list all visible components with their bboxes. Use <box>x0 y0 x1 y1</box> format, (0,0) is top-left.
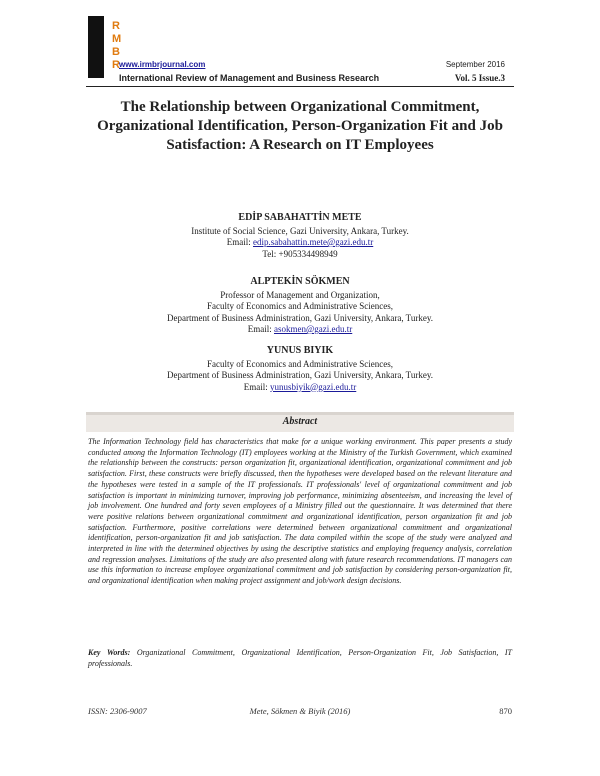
author-email-line <box>80 237 520 249</box>
issue-date: September 2016 <box>445 60 505 69</box>
author-block-1 <box>80 212 520 260</box>
author-name: YUNUS BIYIK <box>266 345 334 356</box>
journal-name: International Review of Management and Business Research <box>119 73 380 83</box>
abstract-heading: Abstract <box>282 416 318 427</box>
logo-letter: B <box>112 46 120 58</box>
keywords <box>88 648 512 669</box>
keywords-text: Organizational Commitment, Organizational Identification, Person-Organization Fit, Job Satisfaction, IT professionals. <box>88 648 512 668</box>
footer-issn: ISSN: 2306-9007 <box>88 706 147 716</box>
email-label: Email: <box>243 381 268 392</box>
author-email-link[interactable]: edip.sabahattin.mete@gazi.edu.tr <box>253 237 374 247</box>
journal-logo-bar <box>88 16 104 78</box>
volume-issue: Vol. 5 Issue.3 <box>454 73 505 83</box>
header-divider <box>86 86 514 87</box>
author-affiliation: Department of Business Administration, Gazi University, Ankara, Turkey. <box>166 312 434 323</box>
author-email-link[interactable]: asokmen@gazi.edu.tr <box>273 324 353 334</box>
logo-letter: R <box>112 59 120 71</box>
logo-letter: M <box>112 33 122 45</box>
author-affiliation: Department of Business Administration, Gazi University, Ankara, Turkey. <box>166 370 434 380</box>
author-email-line <box>80 382 520 394</box>
author-name: EDİP SABAHATTİN METE <box>238 212 362 223</box>
logo-letter: R <box>112 20 120 32</box>
author-email-line <box>80 324 520 336</box>
journal-website-link[interactable]: www.irmbrjournal.com <box>119 60 206 69</box>
keywords-label: Key Words: <box>88 648 131 657</box>
author-affiliation: Faculty of Economics and Administrative Sciences, <box>207 301 393 311</box>
page-number: 870 <box>499 706 512 716</box>
footer-citation: Mete, Sökmen & Biyik (2016) <box>249 706 351 716</box>
author-block-2 <box>80 276 520 336</box>
author-affiliation: Professor of Management and Organization, <box>220 289 380 300</box>
author-tel: Tel: +905334498949 <box>262 248 338 259</box>
email-label: Email: <box>247 324 272 334</box>
email-label: Email: <box>226 237 251 247</box>
author-affiliation: Institute of Social Science, Gazi University, Ankara, Turkey. <box>191 225 409 236</box>
author-affiliation: Faculty of Economics and Administrative Sciences, <box>207 358 393 369</box>
author-block-3 <box>80 345 520 393</box>
abstract-body: The Information Technology field has characteristics that make for a unique working environment. This paper presents a study conducted among the Information Technology (IT) employees working at the Ministry of the Turkish Government, which examined the relationship between the constructs: person organization fit, organizational identification, organizational commitment and job satisfaction. First, these constructs were briefly discussed, then the hypotheses were developed based on the relevant literature and the hypotheses were tested in a sample of the IT professionals. IT professionals' level of organizational commitment and job satisfaction is important in minimizing turnover, improving job performance, minimizing absenteeism, and increasing the level of job involvement. One hundred and forty seven employees of a Ministry filled out the questionnaire. It was determined that there were positive relations between organizational commitment and organizational identification, person organization fit and job satisfaction. Furthermore, positive correlations were determined between organizational commitment and organizational identification, person-organization fit and job satisfaction. The data compiled within the scope of the study were analyzed and interpreted in line with the determined objectives by using the descriptive statistics and employing frequency analysis, correlation and regression analyses. Limitations of the study are also presented along with future research recommendations. IT managers can use this information to increase employee organizational commitment and job satisfaction by considering person-organization fit, and organizational identification when making project assignment and job/work design decisions. <box>88 437 512 586</box>
author-email-link[interactable]: yunusbiyik@gazi.edu.tr <box>269 381 357 392</box>
paper-title: The Relationship between Organizational Commitment, Organizational Identification, Person-Organization Fit and Job Satisfaction: A Research on IT Employees <box>97 99 503 153</box>
author-name: ALPTEKİN SÖKMEN <box>250 276 350 287</box>
